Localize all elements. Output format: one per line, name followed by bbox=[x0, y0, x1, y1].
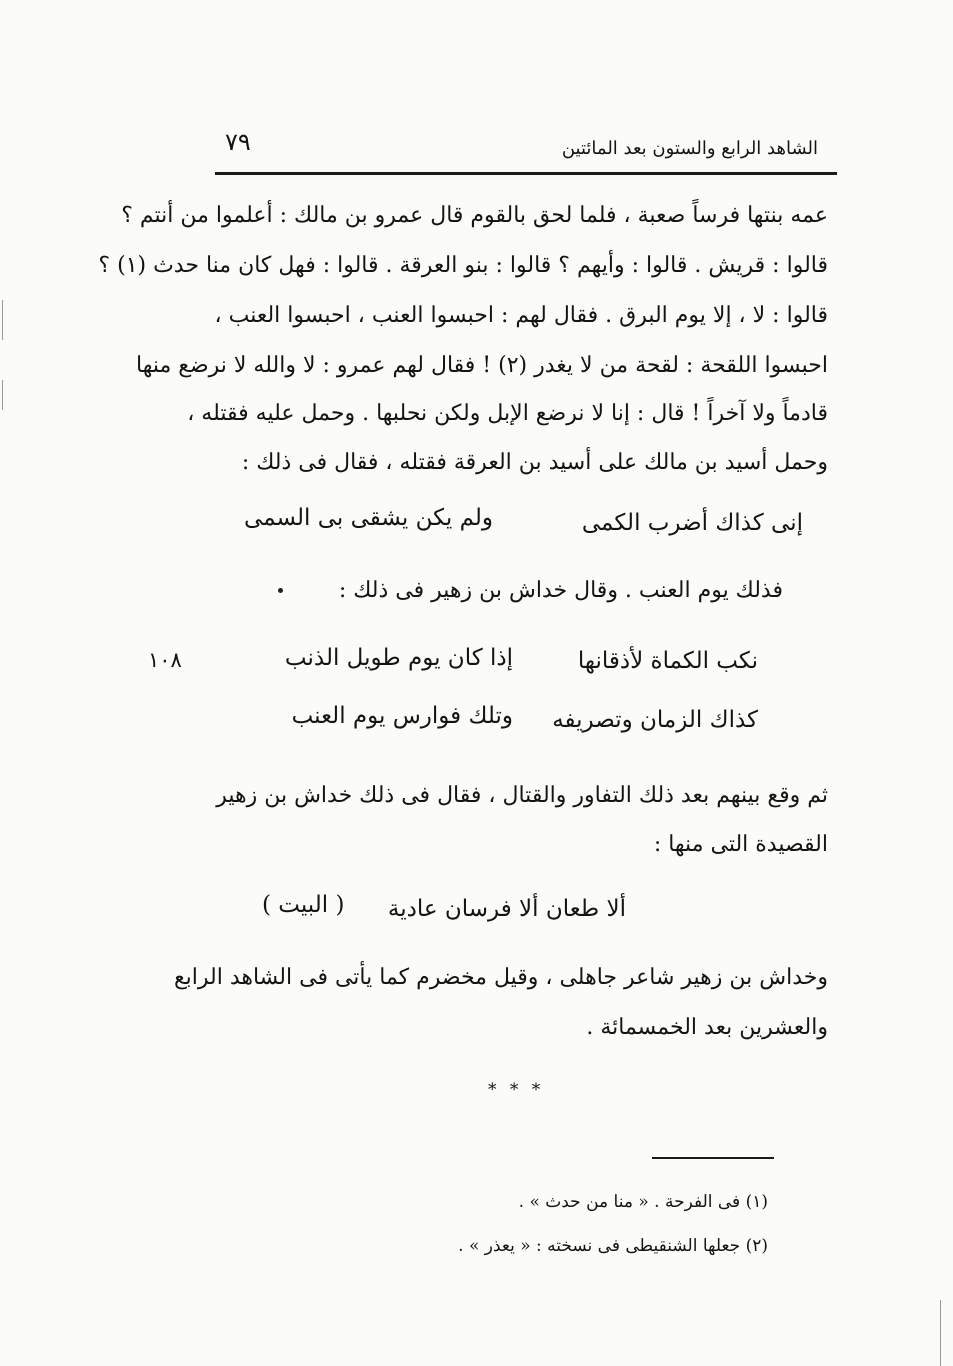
scan-edge-mark bbox=[2, 380, 3, 410]
running-header: الشاهد الرابع والستون بعد المائتين bbox=[561, 138, 818, 159]
verse-hemistich-second: وتلك فوارس يوم العنب bbox=[291, 703, 513, 729]
footnote-rule bbox=[652, 1157, 774, 1159]
stray-dot bbox=[278, 588, 283, 593]
paragraph-line: القصيدة التى منها : bbox=[653, 832, 828, 857]
verse-hemistich-first: إنى كذاك أضرب الكمى bbox=[581, 510, 803, 536]
paragraph-line: وحمل أسيد بن مالك على أسيد بن العرقة فقتله ، فقال فى ذلك : bbox=[241, 450, 828, 475]
scan-edge-mark bbox=[2, 300, 3, 340]
footnote: (٢) جعلها الشنقيطى فى نسخته : « يعذر » . bbox=[458, 1236, 768, 1256]
header-rule bbox=[215, 172, 837, 175]
paragraph-line: قادماً ولا آخراً ! قال : إنا لا نرضع الإبل ولكن نحلبها . وحمل عليه فقتله ، bbox=[187, 401, 828, 426]
verse-hemistich-second: ولم يكن يشقى بى السمى bbox=[244, 505, 493, 531]
verse-hemistich-first: كذاك الزمان وتصريفه bbox=[552, 707, 758, 733]
verse-hemistich-second: إذا كان يوم طويل الذنب bbox=[284, 645, 513, 671]
margin-number: ١٠٨ bbox=[148, 648, 182, 672]
verse-hemistich-first: نكب الكماة لأذقانها bbox=[577, 648, 758, 674]
paragraph-line: وخداش بن زهير شاعر جاهلى ، وقيل مخضرم كما يأتى فى الشاهد الرابع bbox=[173, 965, 828, 990]
footnote: (١) فى الفرحة . « منا من حدث » . bbox=[518, 1192, 768, 1212]
paragraph-line: قالوا : قريش . قالوا : وأيهم ؟ قالوا : بنو العرقة . قالوا : فهل كان منا حدث (١) ؟ bbox=[98, 253, 828, 278]
paragraph-line: فذلك يوم العنب . وقال خداش بن زهير فى ذلك : bbox=[338, 578, 783, 603]
paragraph-line: ثم وقع بينهم بعد ذلك التفاور والقتال ، فقال فى ذلك خداش بن زهير bbox=[216, 783, 828, 808]
verse-note: ( البيت ) bbox=[262, 892, 345, 918]
verse-line: ألا طعان ألا فرسان عادية bbox=[387, 896, 626, 922]
page-number: ٧٩ bbox=[225, 128, 251, 156]
paragraph-line: قالوا : لا ، إلا يوم البرق . فقال لهم : احبسوا العنب ، احبسوا العنب ، bbox=[214, 303, 828, 328]
scan-edge-mark bbox=[940, 1300, 941, 1366]
paragraph-line: عمه بنتها فرساً صعبة ، فلما لحق بالقوم قال عمرو بن مالك : أعلموا من أنتم ؟ bbox=[121, 203, 828, 228]
paragraph-line: احبسوا اللقحة : لقحة من لا يغدر (٢) ! فقال لهم عمرو : لا والله لا نرضع منها bbox=[135, 353, 828, 378]
section-separator: * * * bbox=[488, 1080, 545, 1100]
paragraph-line: والعشرين بعد الخمسمائة . bbox=[586, 1015, 828, 1040]
